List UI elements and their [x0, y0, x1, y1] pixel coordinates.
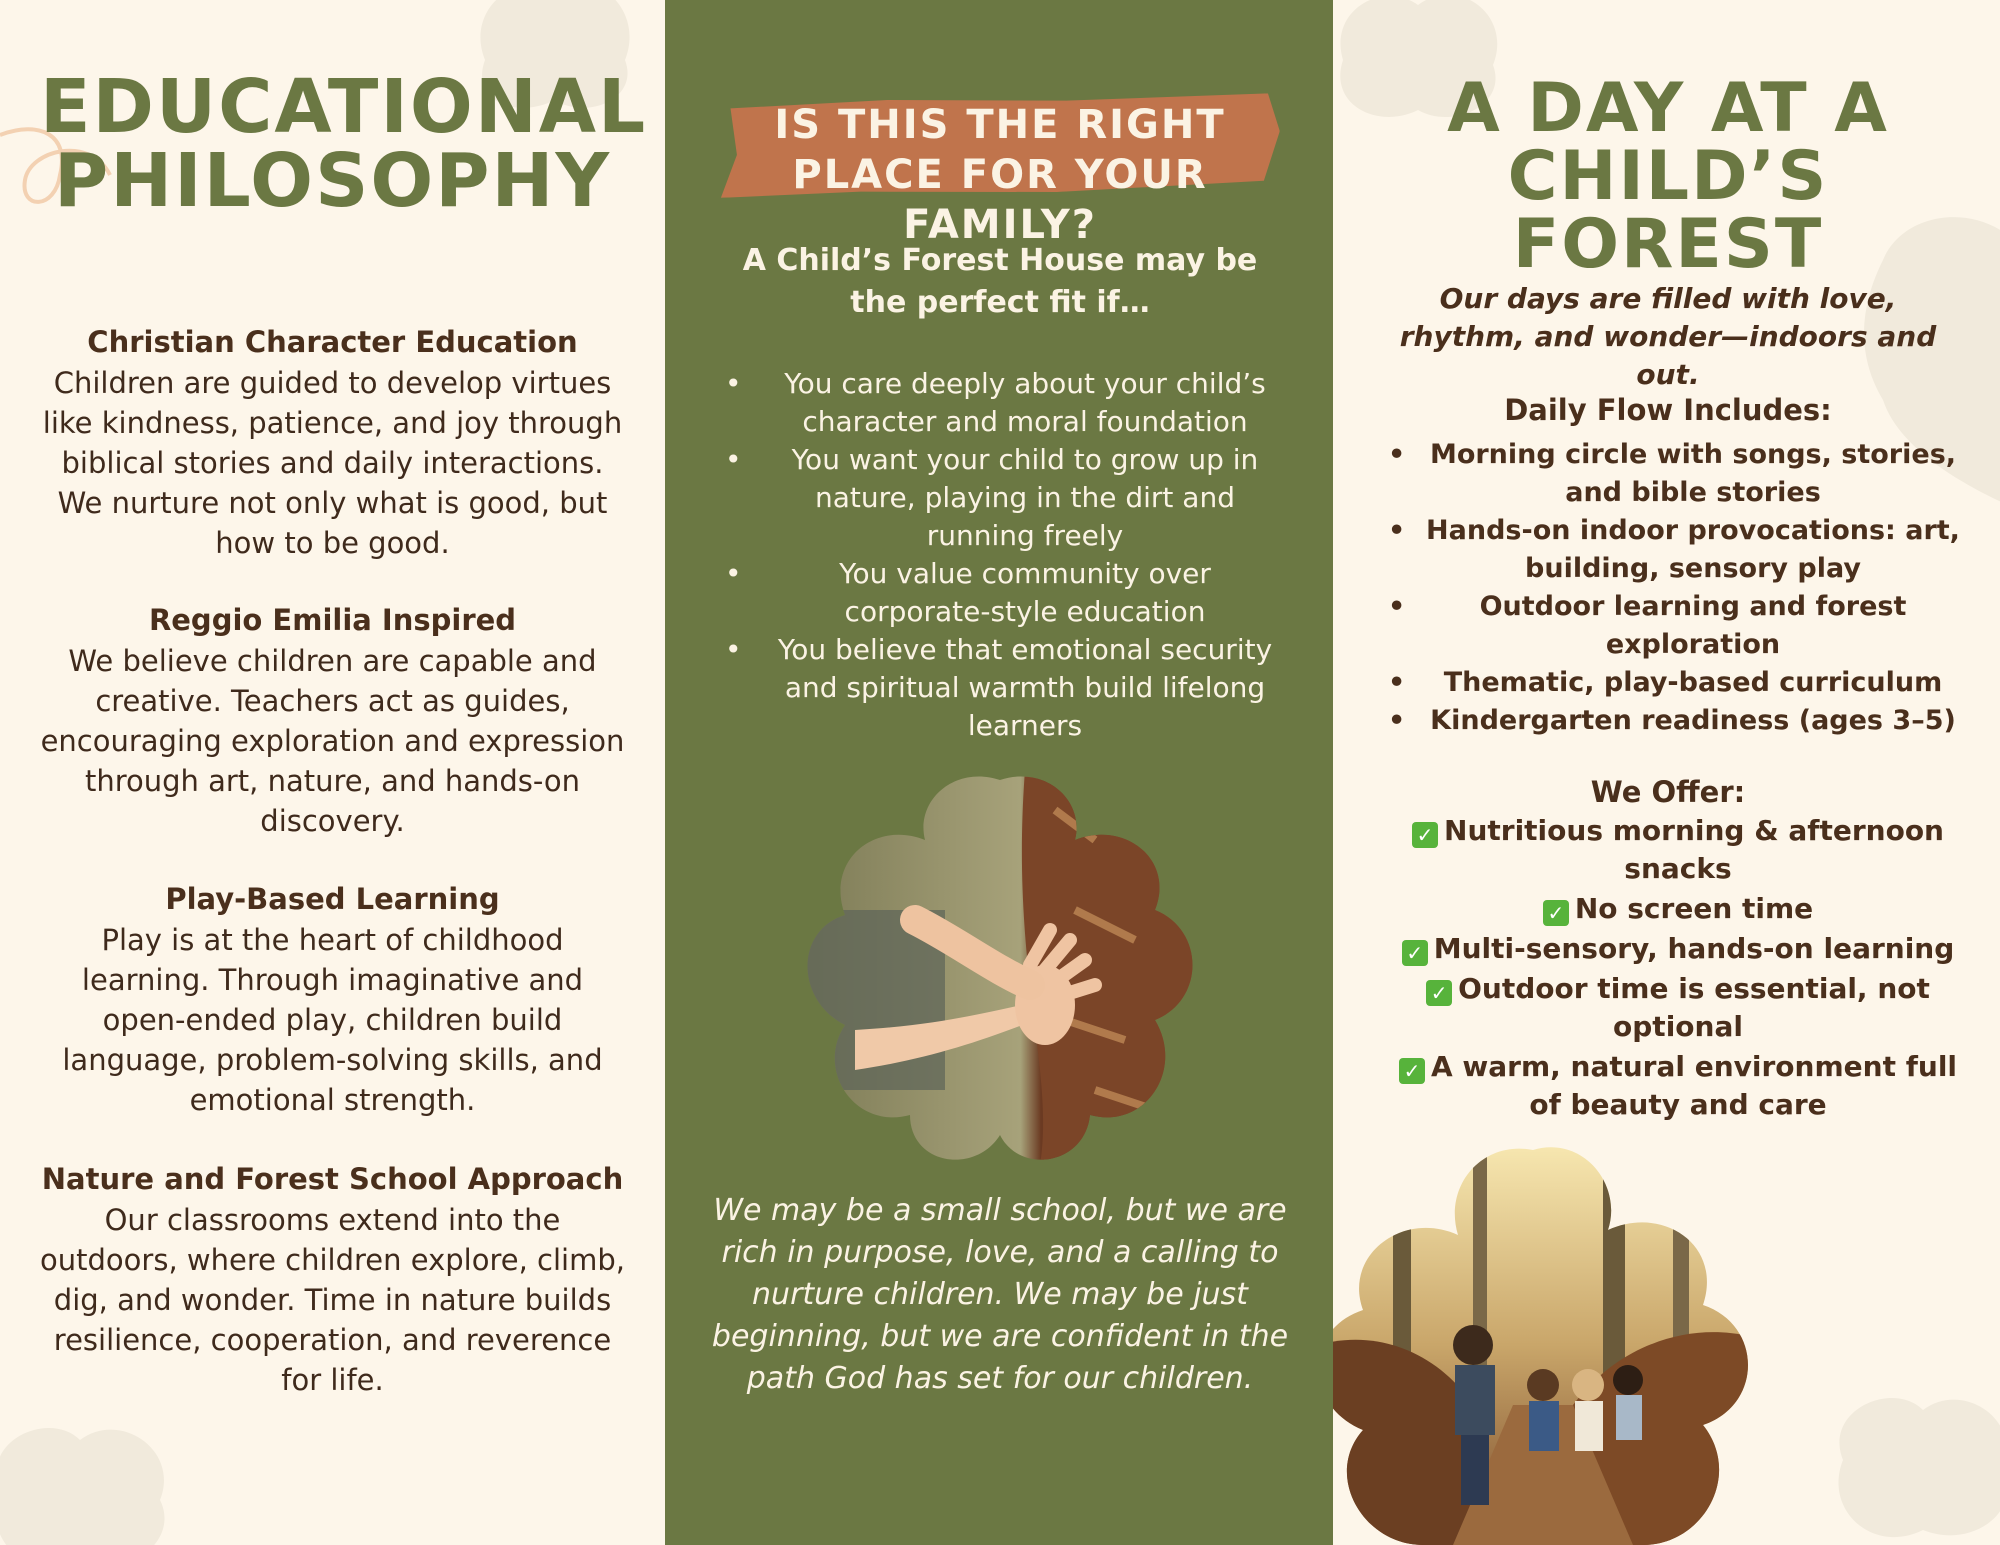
philosophy-section	[40, 882, 625, 1120]
section-body: Play is at the heart of childhood learning. Through imaginative and open-ended play, children build language, problem-solving skills, and emotional strength.	[62, 923, 603, 1117]
middle-panel	[665, 0, 1333, 1545]
list-item: • Kindergarten readiness (ages 3–5)	[1388, 702, 1968, 740]
philosophy-section	[40, 325, 625, 563]
section-heading: Reggio Emilia Inspired	[148, 603, 517, 637]
offer-item: ✓ Outdoor time is essential, not optional	[1388, 970, 1968, 1046]
section-heading: Nature and Forest School Approach	[41, 1162, 624, 1196]
list-item: • Thematic, play-based curriculum	[1388, 664, 1968, 702]
philosophy-section	[40, 603, 625, 841]
daily-flow-list	[1388, 436, 1968, 740]
right-panel	[1333, 0, 2000, 1545]
offer-list	[1388, 812, 1968, 1126]
page-title: EDUCATIONAL PHILOSOPHY	[40, 64, 648, 224]
checkmark-icon: ✓	[1543, 900, 1569, 926]
list-item: • You care deeply about your child’s character and moral foundation	[725, 365, 1285, 441]
section-heading: Play-Based Learning	[165, 882, 500, 916]
list-item: • Outdoor learning and forest exploration	[1388, 588, 1968, 664]
list-item: • Morning circle with songs, stories, and bible stories	[1388, 436, 1968, 512]
left-panel	[0, 0, 665, 1545]
offer-item: ✓ A warm, natural environment full of beauty and care	[1388, 1048, 1968, 1124]
philosophy-section	[40, 1162, 625, 1400]
section-heading: Christian Character Education	[87, 325, 578, 359]
children-walking-in-forest-photo	[1333, 1145, 1793, 1545]
decorative-leaf	[1813, 1380, 2000, 1545]
lead-text: A Child’s Forest House may be the perfect fit if…	[742, 243, 1258, 320]
offer-item: ✓ No screen time	[1388, 890, 1968, 928]
offer-item: ✓ Multi-sensory, hands-on learning	[1388, 930, 1968, 968]
section-body: We believe children are capable and creative. Teachers act as guides, encouraging exploration and expression through art, nature, and hands-on discovery.	[40, 644, 625, 838]
intro-text: Our days are filled with love, rhythm, and wonder—indoors and out.	[1399, 282, 1937, 391]
daily-flow-heading: Daily Flow Includes:	[1504, 393, 1832, 427]
checkmark-icon: ✓	[1426, 980, 1452, 1006]
checkmark-icon: ✓	[1412, 822, 1438, 848]
list-item: • You value community over corporate-style education	[725, 555, 1285, 631]
section-body: Children are guided to develop virtues like kindness, patience, and joy through biblical stories and daily interactions. We nurture not only what is good, but how to be good.	[42, 366, 623, 560]
offer-heading: We Offer:	[1590, 775, 1746, 809]
child-hand-on-tree-photo	[795, 770, 1205, 1165]
section-body: Our classrooms extend into the outdoors, where children explore, climb, dig, and wonder. Time in nature builds resilience, cooperation, and reverence for life.	[40, 1203, 625, 1397]
checkmark-icon: ✓	[1402, 940, 1428, 966]
closing-quote: We may be a small school, but we are rich in purpose, love, and a calling to nurture children. We may be just beginning, but we are confident in the path God has set for our children.	[711, 1193, 1289, 1396]
section-title: IS THIS THE RIGHT PLACE FOR YOUR FAMILY?	[774, 102, 1226, 248]
section-title: A DAY AT A CHILD’S FOREST	[1447, 69, 1889, 284]
list-item: • Hands-on indoor provocations: art, building, sensory play	[1388, 512, 1968, 588]
decorative-leaf	[0, 1410, 190, 1545]
list-item: • You want your child to grow up in nature, playing in the dirt and running freely	[725, 441, 1285, 555]
offer-item: ✓ Nutritious morning & afternoon snacks	[1388, 812, 1968, 888]
checkmark-icon: ✓	[1399, 1058, 1425, 1084]
list-item: • You believe that emotional security and spiritual warmth build lifelong learners	[725, 631, 1285, 745]
fit-list	[725, 365, 1285, 745]
